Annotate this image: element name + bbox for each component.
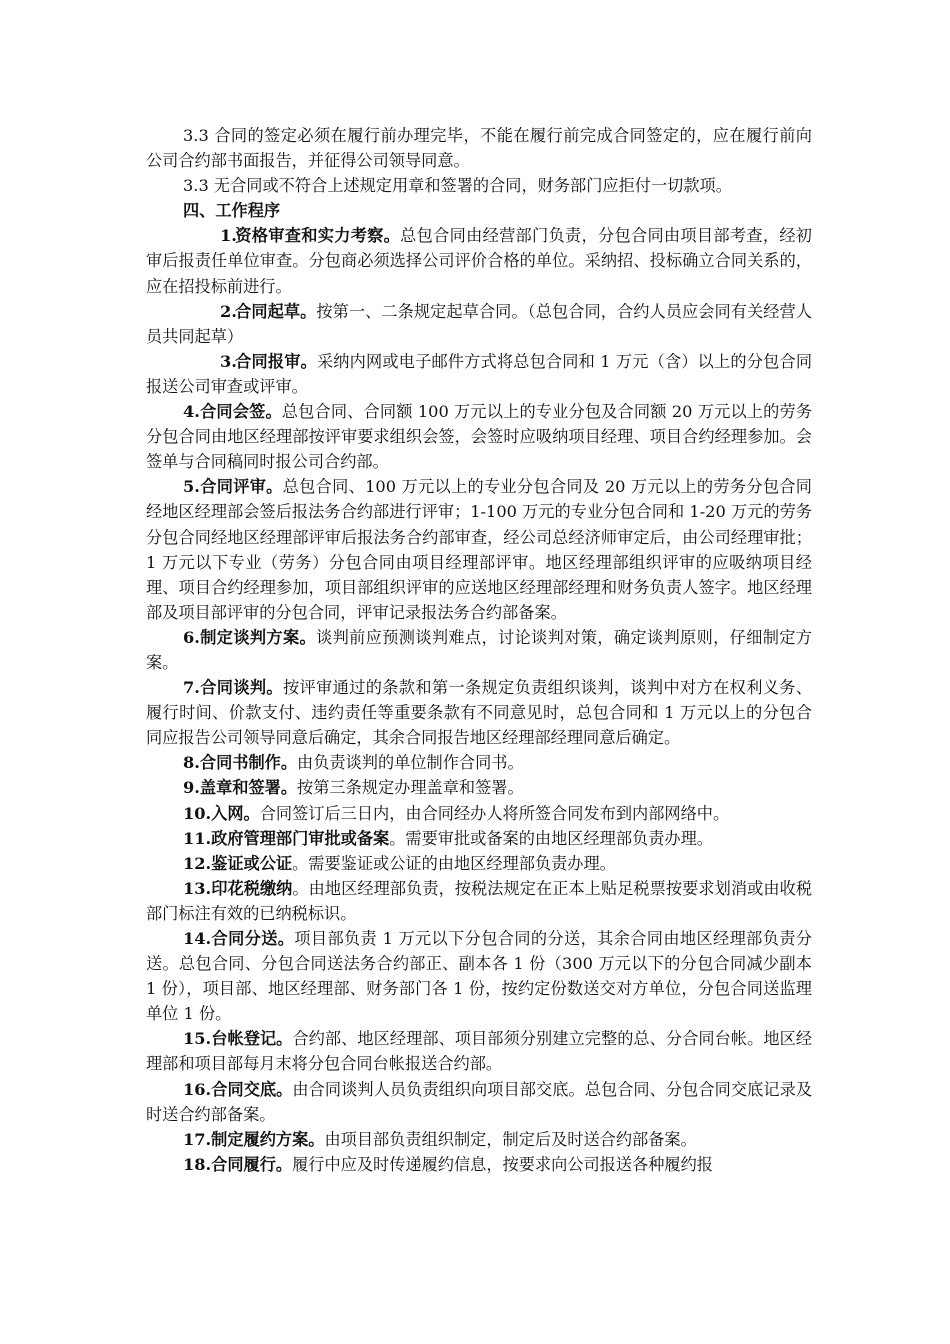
step-14-contract-distribution	[146, 926, 812, 1026]
step-text: 由项目部负责组织制定，制定后及时送合约部备案。	[324, 1129, 697, 1149]
step-title: 合同谈判。	[199, 678, 283, 698]
step-number: 15.	[183, 1029, 212, 1049]
step-number: 7.	[183, 678, 200, 698]
step-text: 总包合同由经营部门负责，分包合同由项目部考查，经初审后报责任单位审查。分包商必须选择公司评价合格的单位。采纳招、投标确立合同关系的，应在招投标前进行。	[146, 226, 812, 296]
step-9-seal-and-sign	[146, 775, 812, 800]
paragraph-text: 3.3 无合同或不符合上述规定用章和签署的合同，财务部门应拒付一切款项。	[183, 176, 732, 196]
step-7-negotiation	[146, 675, 812, 750]
step-title: 政府管理部门审批或备案	[211, 828, 390, 848]
step-number: 4.	[183, 402, 200, 422]
step-text: 。需要鉴证或公证的由地区经理部负责办理。	[292, 853, 616, 873]
section-heading-work-procedure	[146, 198, 812, 223]
step-8-contract-document	[146, 750, 812, 775]
step-title: 合同会签。	[199, 402, 282, 422]
step-text: 项目部负责 1 万元以下分包合同的分送，其余合同由地区经理部负责分送。总包合同、分包合同送法务合约部正、副本各 1 份（300 万元以下的分包合同减少副本 1 份），项目部、地区经理部、财务部门各 1 份，按约定份数送交对方单位，分包合同送监理单位 1 份。	[146, 929, 812, 1024]
step-2-contract-drafting	[146, 299, 812, 349]
step-text: 总包合同、合同额 100 万元以上的专业分包及合同额 20 万元以上的劳务分包合同由地区经理部按评审要求组织会签，会签时应吸纳项目经理、项目合约经理参加。会签单与合同稿同时报公司合约部。	[146, 402, 813, 472]
step-text: 合同签订后三日内，由合同经办人将所签合同发布到内部网络中。	[259, 803, 730, 823]
step-13-stamp-duty	[146, 876, 812, 926]
step-text: 合约部、地区经理部、项目部须分别建立完整的总、分合同台帐。地区经理部和项目部每月末将分包合同台帐报送合约部。	[146, 1029, 813, 1074]
step-number: 3.	[220, 351, 237, 371]
step-12-notarization	[146, 851, 812, 876]
step-number: 5.	[183, 477, 200, 497]
step-number: 8.	[183, 753, 200, 773]
step-number: 10.	[183, 803, 212, 823]
step-text: 按第一、二条规定起草合同。（总包合同，合约人员应会同有关经营人员共同起草）	[146, 301, 812, 346]
paragraph-3-3-signing	[146, 123, 812, 173]
step-17-performance-plan	[146, 1127, 812, 1152]
step-text: 由合同谈判人员负责组织向项目部交底。总包合同、分包合同交底记录及时送合约部备案。	[146, 1079, 813, 1124]
step-title: 印花税缴纳	[211, 878, 293, 898]
step-title: 盖章和签署。	[199, 778, 298, 798]
document-page	[146, 123, 812, 1177]
step-number: 1.	[220, 226, 237, 246]
step-number: 14.	[183, 929, 212, 948]
step-text: 总包合同、100 万元以上的专业分包合同及 20 万元以上的劳务分包合同经地区经理部会签后报法务合约部进行评审；1-100 万元的专业分包合同和 1-20 万元的劳务分包合同经地区经理部评审后报法务合约部审查，经公司总经济师审定后，由公司经理审批；1 万元以下专业（劳务）分包合同由项目经理部评审。地区经理部组织评审的应吸纳项目经理、项目合约经理参加，项目部组织评审的应送地区经理部经理和财务负责人签字。地区经理部及项目部评审的分包合同，评审记录报法务合约部备案。	[146, 477, 812, 622]
step-number: 12.	[183, 853, 212, 873]
step-text: 。由地区经理部负责，按税法规定在正本上贴足税票按要求划消或由收税部门标注有效的已纳税标识。	[146, 878, 813, 923]
step-6-negotiation-plan	[146, 625, 812, 675]
step-number: 17.	[183, 1129, 212, 1149]
step-title: 合同起草。	[235, 301, 317, 321]
step-title: 合同交底。	[211, 1079, 293, 1099]
step-text: 履行中应及时传递履约信息，按要求向公司报送各种履约报	[292, 1154, 713, 1174]
section-heading-text: 四、工作程序	[183, 201, 281, 221]
step-title: 制定谈判方案。	[199, 627, 317, 647]
step-title: 入网。	[211, 803, 260, 823]
step-number: 9.	[183, 778, 200, 798]
step-1-qualification-review	[146, 223, 812, 298]
step-text: 采纳内网或电子邮件方式将总包合同和 1 万元（含）以上的分包合同报送公司审查或评审。	[146, 351, 813, 396]
step-3-contract-submission	[146, 349, 812, 399]
step-text: 。需要审批或备案的由地区经理部负责办理。	[389, 828, 713, 848]
step-text: 按第三条规定办理盖章和签署。	[297, 778, 524, 798]
step-number: 13.	[183, 878, 212, 898]
paragraph-text: 3.3 合同的签定必须在履行前办理完毕，不能在履行前完成合同签定的，应在履行前向公司合约部书面报告，并征得公司领导同意。	[146, 126, 812, 171]
step-10-network-entry	[146, 801, 812, 826]
step-16-contract-handover	[146, 1077, 812, 1127]
step-title: 制定履约方案。	[211, 1129, 325, 1149]
step-title: 合同报审。	[235, 351, 317, 371]
step-15-ledger-registration	[146, 1026, 812, 1076]
step-number: 16.	[183, 1079, 212, 1099]
step-text: 由负责谈判的单位制作合同书。	[297, 753, 524, 773]
step-text: 谈判前应预测谈判难点，讨论谈判对策，确定谈判原则，仔细制定方案。	[146, 627, 813, 672]
paragraph-3-3-refuse-payment	[146, 173, 812, 198]
step-title: 合同履行。	[211, 1154, 293, 1174]
step-title: 合同书制作。	[199, 753, 298, 773]
step-number: 18.	[183, 1154, 212, 1174]
step-title: 合同评审。	[199, 477, 283, 497]
step-title: 资格审查和实力考察。	[235, 226, 401, 246]
step-number: 6.	[183, 627, 200, 647]
step-title: 合同分送。	[211, 929, 295, 948]
step-title: 台帐登记。	[211, 1029, 293, 1049]
step-11-government-approval	[146, 826, 812, 851]
step-number: 2.	[220, 301, 237, 321]
step-text: 按评审通过的条款和第一条规定负责组织谈判，谈判中对方在权利义务、履行时间、价款支付、违约责任等重要条款有不同意见时，总包合同和 1 万元以上的分包合同应报告公司领导同意后确定，其余合同报告地区经理部经理同意后确定。	[146, 678, 813, 748]
step-title: 鉴证或公证	[211, 853, 293, 873]
step-4-countersign	[146, 399, 812, 474]
step-number: 11.	[183, 828, 212, 848]
step-18-contract-performance	[146, 1152, 812, 1177]
step-5-contract-review	[146, 474, 812, 625]
